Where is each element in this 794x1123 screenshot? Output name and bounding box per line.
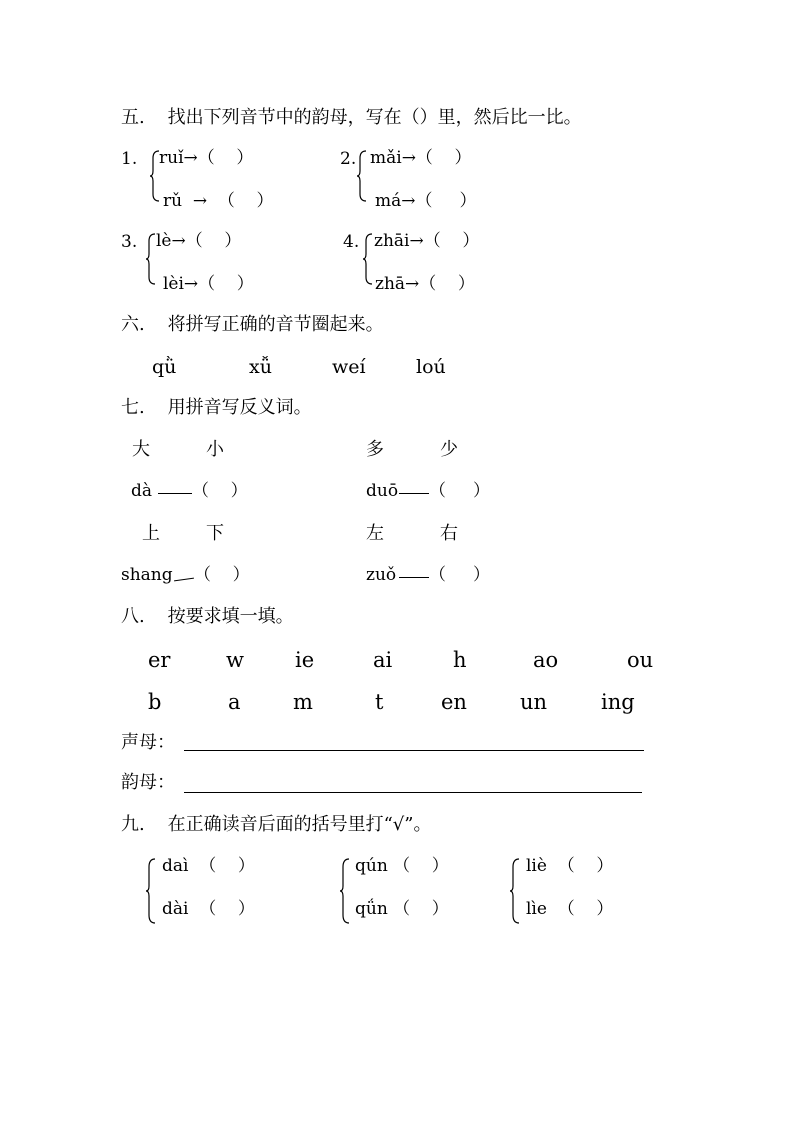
syllable-option: loú: [416, 356, 446, 378]
antonym-pinyin: dà: [131, 481, 153, 501]
group-1-item-a: ruǐ→（ ）: [159, 148, 254, 168]
pinyin-letter: un: [520, 690, 548, 714]
pinyin-letter: a: [228, 690, 241, 714]
pinyin-letter: ou: [627, 648, 654, 672]
group-4-item-a: zhāi→（ ）: [374, 231, 480, 251]
yunmu-label: 韵母：: [121, 772, 175, 793]
antonym-char: 上: [142, 523, 160, 544]
syllable-option: xǚ: [249, 356, 272, 378]
antonym-char: 多: [366, 439, 384, 460]
group-1-number: 1.: [121, 149, 138, 169]
antonym-pinyin: zuǒ: [366, 565, 397, 585]
answer-blank: （ ）: [429, 565, 491, 585]
pinyin-letter: ai: [373, 648, 393, 672]
dash-line: [399, 493, 429, 494]
group-4-item-b: zhā→（ ）: [375, 274, 475, 294]
section-7-title: 七. 用拼音写反义词。: [121, 397, 312, 418]
brace-icon: [146, 858, 156, 924]
pinyin-letter: ing: [601, 690, 635, 714]
section-9-title: 九. 在正确读音后面的括号里打“√”。: [121, 814, 432, 835]
brace-icon: [510, 858, 520, 924]
answer-blank: （ ）: [192, 481, 248, 501]
pinyin-letter: h: [453, 648, 467, 672]
section-6-title: 六. 将拼写正确的音节圈起来。: [121, 314, 384, 335]
antonym-pinyin: shang: [121, 565, 173, 585]
antonym-char: 下: [206, 523, 224, 544]
syllable-option: qǜ: [152, 356, 177, 378]
antonym-pinyin: duō: [366, 481, 399, 501]
pinyin-letter: ao: [533, 648, 559, 672]
dash-line: [399, 577, 429, 578]
group-2-item-b: má→（ ）: [375, 191, 477, 211]
section-8-title: 八. 按要求填一填。: [121, 606, 294, 627]
group-4-number: 4.: [343, 232, 360, 252]
dash-line: [174, 578, 194, 582]
antonym-char: 大: [132, 439, 150, 460]
shengmu-label: 声母：: [121, 732, 175, 753]
pinyin-letter: t: [375, 690, 384, 714]
pinyin-letter: w: [226, 648, 244, 672]
brace-icon: [363, 233, 373, 285]
reading-option-a: qún （ ）: [355, 856, 449, 876]
antonym-char: 少: [440, 439, 458, 460]
antonym-char: 小: [206, 439, 224, 460]
reading-option-b: dài （ ）: [162, 899, 255, 919]
group-2-item-a: mǎi→（ ）: [370, 148, 472, 168]
group-1-item-b: rǔ → （ ）: [163, 191, 274, 211]
group-3-item-b: lèi→（ ）: [163, 274, 254, 294]
reading-option-b: lìe （ ）: [526, 899, 614, 919]
pinyin-letter: en: [441, 690, 467, 714]
pinyin-letter: b: [148, 690, 162, 714]
pinyin-letter: er: [148, 648, 171, 672]
brace-icon: [357, 150, 367, 202]
antonym-char: 左: [366, 523, 384, 544]
section-5-title: 五. 找出下列音节中的韵母，写在（）里，然后比一比。: [121, 107, 582, 128]
antonym-char: 右: [440, 523, 458, 544]
dash-line: [158, 493, 192, 494]
reading-option-a: liè （ ）: [526, 856, 614, 876]
group-3-item-a: lè→（ ）: [156, 231, 242, 251]
reading-option-a: daì （ ）: [162, 856, 255, 876]
yunmu-answer-line[interactable]: [184, 792, 642, 793]
syllable-option: weí: [332, 356, 366, 378]
group-2-number: 2.: [340, 149, 357, 169]
brace-icon: [146, 233, 156, 285]
reading-option-b: qǘn （ ）: [355, 899, 449, 919]
answer-blank: （ ）: [429, 481, 491, 501]
shengmu-answer-line[interactable]: [184, 750, 644, 751]
pinyin-letter: ie: [295, 648, 315, 672]
answer-blank: （ ）: [194, 565, 250, 585]
group-3-number: 3.: [121, 232, 138, 252]
brace-icon: [340, 858, 350, 924]
pinyin-letter: m: [293, 690, 313, 714]
